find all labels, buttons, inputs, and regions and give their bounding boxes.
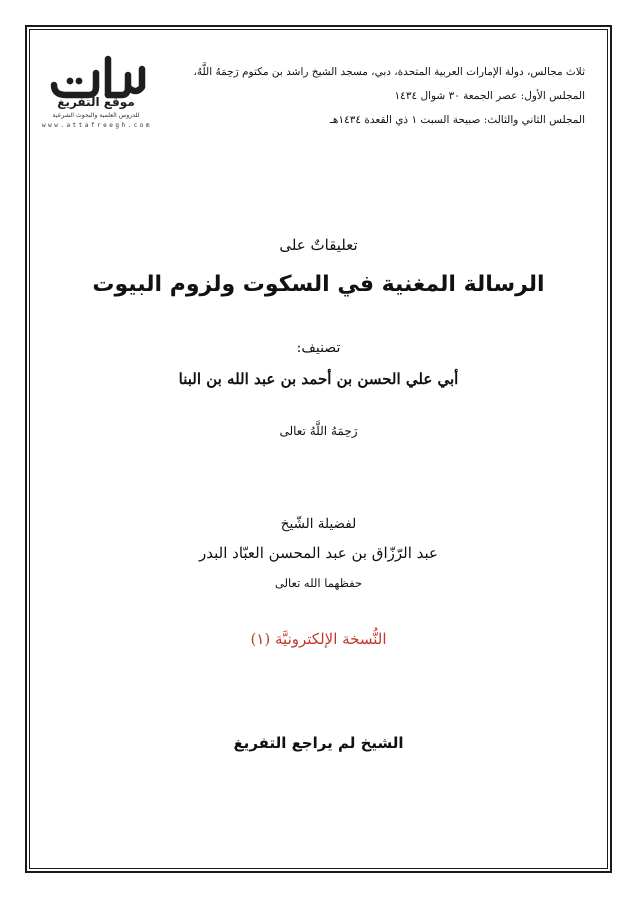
header-session-1: المجلس الأول: عصر الجمعة ٣٠ شوال ١٤٣٤ [394,90,585,102]
book-title: الرسالة المغنية في السكوت ولزوم البيوت [92,272,545,297]
site-logo [42,55,153,133]
author-name: أبي علي الحسن بن أحمد بن عبد الله بن البنا [178,370,459,388]
logo-subtitle: موقع التفريغ [57,95,135,109]
review-note: الشيخ لم يراجع التفريغ [233,734,404,752]
author-honorific: رَحِمَهُ اللَّهُ تعالى [279,424,358,438]
sheikh-label: لفضيلة الشّيخ [280,516,357,532]
header-session-2-3: المجلس الثاني والثالث: صبيحة السبت ١ ذي القعدة ١٤٣٤هـ [329,114,585,126]
author-label: تصنيف: [296,340,341,356]
logo-url: www.attafreegh.com [42,122,153,129]
sheikh-name: عبد الرّزّاق بن عبد المحسن العبّاد البدر [199,544,438,562]
logo-tagline: للدروس العلمية والبحوث الشرعية [52,112,140,119]
logo-wordmark-icon [48,55,148,99]
sheikh-honorific: حفظهما الله تعالى [274,576,363,590]
pretitle: تعليقاتٌ على [279,236,358,254]
edition-label: النُّسخة الإلكترونيَّة (١) [250,630,387,648]
header-venue: ثلاث مجالس، دولة الإمارات العربية المتحدة، دبي، مسجد الشيخ راشد بن مكتوم رَحِمَهُ اللَّهُ، [193,66,585,78]
